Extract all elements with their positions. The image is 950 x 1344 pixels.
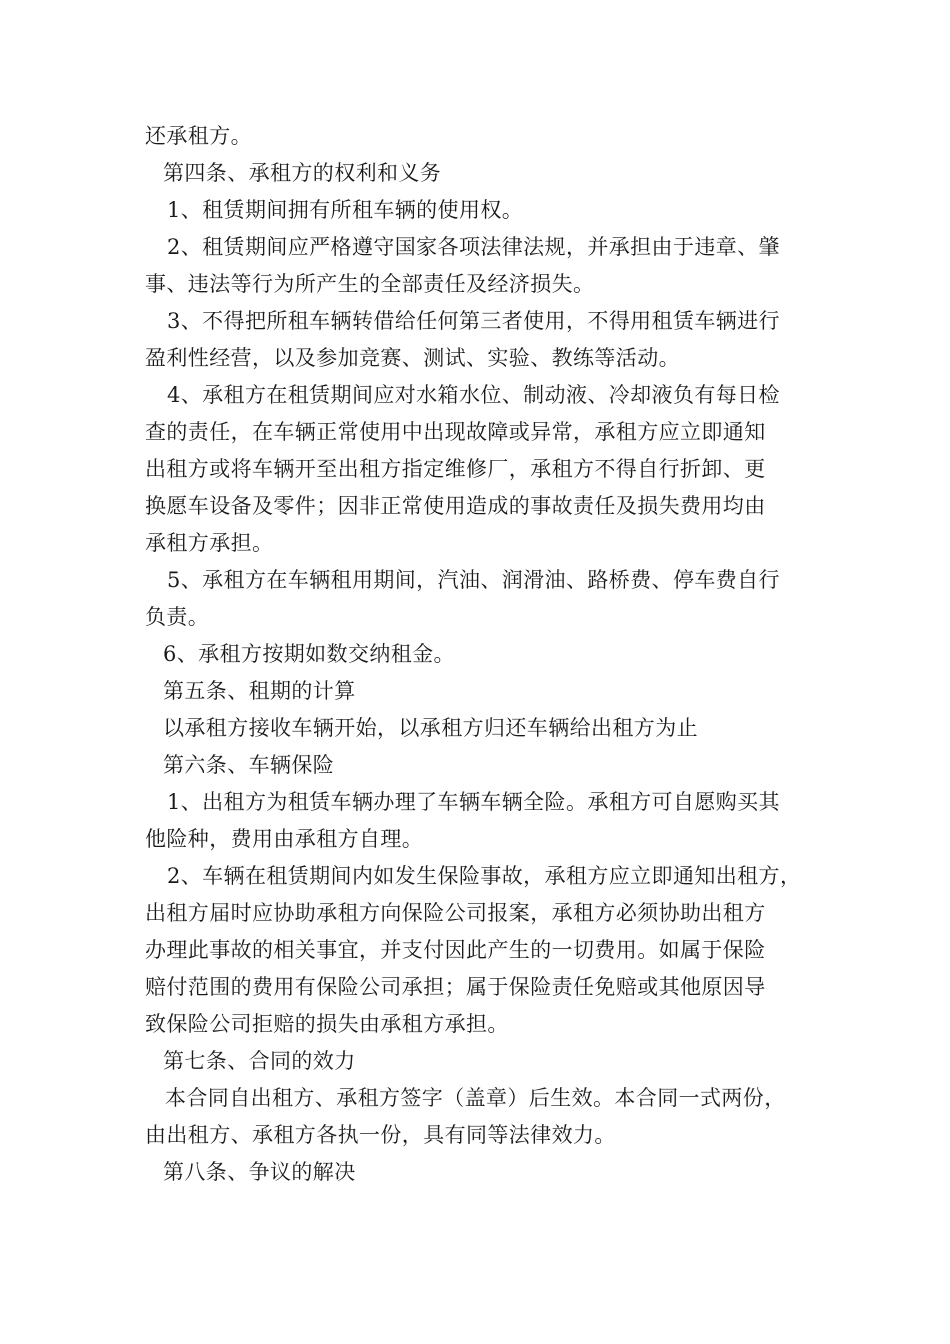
text-line: 事、违法等行为所产生的全部责任及经济损失。 [145,272,595,296]
text-line: 2、车辆在租赁期间内如发生保险事故，承租方应立即通知出租方， [167,864,802,888]
text-line: 1、出租方为租赁车辆办理了车辆车辆全险。承租方可自愿购买其 [167,790,780,814]
text-line: 由出租方、承租方各执一份，具有同等法律效力。 [145,1123,616,1147]
text-line: 承租方承担。 [145,531,274,555]
text-line: 他险种，费用由承租方自理。 [145,827,424,851]
text-line: 5、承租方在车辆租用期间，汽油、润滑油、路桥费、停车费自行 [167,568,780,592]
text-line: 第五条、租期的计算 [163,679,356,703]
text-line: 1、租赁期间拥有所租车辆的使用权。 [167,198,524,222]
text-line: 第四条、承租方的权利和义务 [163,161,442,185]
text-line: 4、承租方在租赁期间应对水箱水位、制动液、冷却液负有每日检 [167,383,780,407]
text-line: 2、租赁期间应严格遵守国家各项法律法规，并承担由于违章、肇 [167,235,780,259]
text-line: 赔付范围的费用有保险公司承担；属于保险责任免赔或其他原因导 [145,975,766,999]
text-line: 换愿车设备及零件；因非正常使用造成的事故责任及损失费用均由 [145,494,766,518]
text-line: 6、承租方按期如数交纳租金。 [163,642,455,666]
text-line: 还承租方。 [145,124,252,148]
text-line: 负责。 [145,605,210,629]
text-line: 3、不得把所租车辆转借给任何第三者使用，不得用租赁车辆进行 [167,309,780,333]
text-line: 出租方届时应协助承租方向保险公司报案，承租方必须协助出租方 [145,901,766,925]
text-line: 第六条、车辆保险 [163,753,335,777]
text-line: 办理此事故的相关事宜，并支付因此产生的一切费用。如属于保险 [145,938,766,962]
document-body [145,118,825,1191]
text-line: 查的责任，在车辆正常使用中出现故障或异常，承租方应立即通知 [145,420,766,444]
text-line: 出租方或将车辆开至出租方指定维修厂，承租方不得自行折卸、更 [145,457,766,481]
text-line: 第七条、合同的效力 [163,1049,356,1073]
text-line: 致保险公司拒赔的损失由承租方承担。 [145,1012,509,1036]
text-line: 本合同自出租方、承租方签字（盖章）后生效。本合同一式两份， [165,1086,786,1110]
text-line: 盈利性经营，以及参加竞赛、测试、实验、教练等活动。 [145,346,680,370]
text-line: 以承租方接收车辆开始，以承租方归还车辆给出租方为止 [163,716,698,740]
text-line: 第八条、争议的解决 [163,1160,356,1184]
